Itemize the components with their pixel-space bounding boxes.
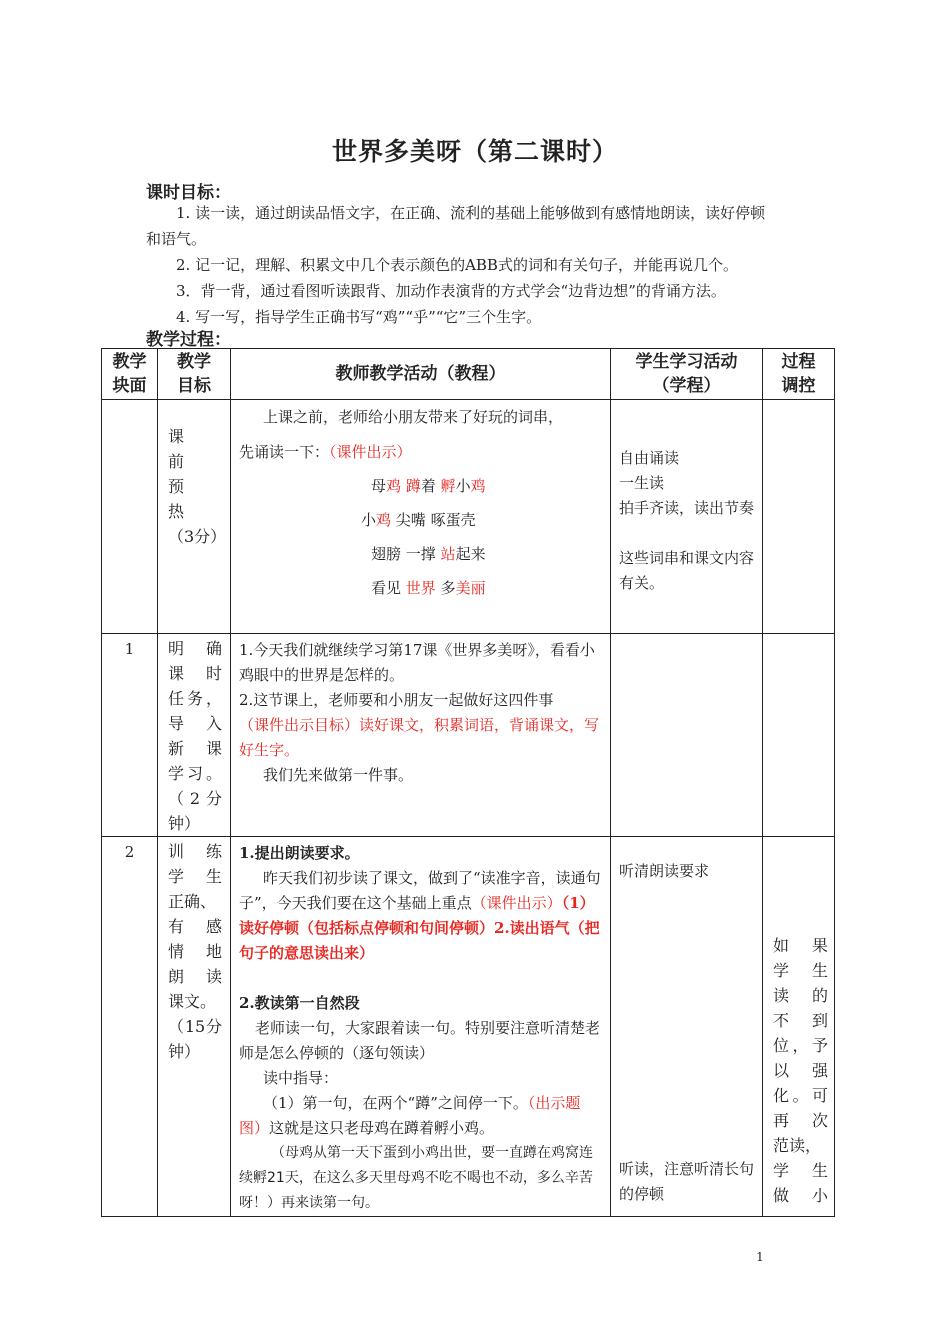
page-title: 世界多美呀（第二课时） [331,137,618,166]
student-activity-cell: 自由诵读 一生读 拍手齐读，读出节奏 这些词串和课文内容有关。 [611,400,763,634]
control-cell: 如果 学生 读的 不到 位，予 以强 化。可 再次 范读， 学生 做小 [763,837,835,1217]
poem-text: 翅膀 一撑 [371,545,441,563]
poem-text: 看见 [371,579,406,597]
poem-text: 小 [455,477,471,495]
objective-2: 2. 记一记，理解、积累文中几个表示颜色的ABB式的词和有关句子，并能再说几个。 [176,256,738,274]
lesson-table [101,348,835,1217]
poem-text: 尖嘴 啄蛋壳 [391,511,476,529]
header-control: 过程调控 [763,349,835,400]
poem-text: 小 [361,511,377,529]
table-row [102,400,835,634]
poem-highlight: 美丽 [455,579,486,597]
goal-cell: 课 前 预 热 （3分） [158,400,231,634]
block-number [102,400,158,634]
page-number: 1 [756,1250,764,1264]
objectives-heading: 课时目标： [146,183,231,203]
poem-highlight: 鸡 [386,477,402,495]
teacher-activity-cell: 1.今天我们就继续学习第17课《世界多美呀》，看看小鸡眼中的世界是怎样的。 2.这节课上，老师要和小朋友一起做好这四件事 （课件出示目标）读好课文，积累词语，背诵课文，写好生字。 我们先来做第一件事。 [231,634,611,837]
block-number: 2 [102,837,158,1217]
objective-1: 1. 读一读，通过朗读品悟文字，在正确、流利的基础上能够做到有感情地朗读，读好停顿 [176,204,766,222]
objective-1-cont: 和语气。 [146,230,207,248]
objectives-list [146,200,811,330]
student-activity-cell [611,634,763,837]
poem-line [239,503,602,537]
teacher-activity-cell: 上课之前，老师给小朋友带来了好玩的词串， 先诵读一下：（课件出示） 母鸡 蹲着 孵小鸡 小鸡 尖嘴 啄蛋壳 翅膀 一撑 站起来 看见 世界 多美丽 [231,400,611,634]
objective-4: 4. 写一写，指导学生正确书写“鸡”“乎”“它”三个生字。 [176,308,542,326]
control-cell [763,634,835,837]
process-heading: 教学过程： [146,330,231,350]
table-header-row [102,349,835,400]
poem-text: 起来 [455,545,486,563]
poem-line [239,571,602,605]
poem-highlight: 孵 [440,477,456,495]
poem-line [239,469,602,503]
poem-line [239,537,602,571]
poem-highlight: 世界 [405,579,436,597]
objective-3: 3．背一背，通过看图听读跟背、加动作表演背的方式学会“边背边想”的背诵方法。 [176,282,726,300]
teacher-activity-cell: 1.提出朗读要求。 昨天我们初步读了课文，做到了“读准字音，读通句子”，今天我们要在这个基础上重点（课件出示）（1）读好停顿（包括标点停顿和句间停顿）2.读出语气（把句子的意思读出来） 2.教读第一自然段 老师读一句，大家跟着读一句。特别要注意听清楚老师是怎么停顿的（逐句领读） 读中指导： （1）第一句，在两个“蹲”之间停一下。（出示题图）这就是这只老母鸡在蹲着孵小鸡。 （母鸡从第一天下蛋到小鸡出世，要一直蹲在鸡窝连续孵21天，在这么多天里母鸡不吃不喝也不动，多么辛苦呀！）再来读第一句。 [231,837,611,1217]
goal-cell: 训练 学生 正确、 有感 情地 朗读 课文。 （15分 钟） [158,837,231,1217]
student-activity-cell: 听清朗读要求 听读，注意听清长句的停顿 [611,837,763,1217]
poem-text: 着 [420,477,441,495]
header-goal: 教学目标 [158,349,231,400]
poem-highlight: 鸡 [470,477,486,495]
header-teacher: 教师教学活动（教程） [231,349,611,400]
table-row [102,634,835,837]
poem-highlight: 蹲 [405,477,421,495]
poem-highlight: 站 [440,545,456,563]
poem-text: 多 [435,579,456,597]
word-chain-poem [239,469,602,605]
poem-text: 母 [371,477,387,495]
control-cell [763,400,835,634]
goal-cell: 明确 课时 任务， 导入 新课 学习。 （2分 钟） [158,634,231,837]
table-row [102,837,835,1217]
header-student: 学生学习活动（学程） [611,349,763,400]
poem-highlight: 鸡 [376,511,392,529]
block-number: 1 [102,634,158,837]
header-block: 教学块面 [102,349,158,400]
